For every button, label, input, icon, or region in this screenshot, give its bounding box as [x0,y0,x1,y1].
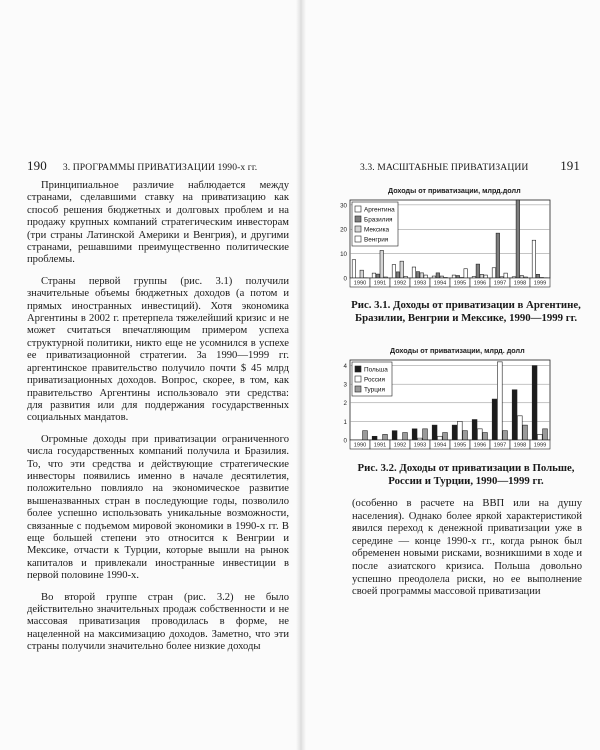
chart2-title: Доходы от приватизации, млрд. долл [390,346,525,355]
left-page-header [27,158,285,174]
bar [403,433,408,440]
bar [436,273,440,278]
y-tick-label: 4 [343,362,347,370]
paragraph: (особенно в расчете на ВВП или на душу населения). Однако более яркой характеристикой явился переход к денежной приватизации уже в середине — конце 1990-х гг., когда рынок был обременен новыми рисками, возникшими в ходе и после азиатского кризиса. Польша довольно успешно преодолела риски, но ее выполнение своей программы массовой приватизации [352,498,582,598]
x-tick-label: 1997 [493,280,507,287]
bar [503,431,508,440]
legend-swatch [355,386,361,392]
bar [476,264,480,278]
bar [424,275,428,278]
bar [416,272,420,278]
legend-swatch [355,206,361,212]
x-tick-label: 1994 [433,280,447,287]
bar [484,275,488,278]
bar [452,425,457,440]
bar [376,274,380,278]
right-page-header [352,158,580,174]
y-tick-label: 2 [343,400,347,408]
x-tick-label: 1992 [393,442,407,449]
book-gutter [296,0,306,750]
x-tick-label: 1990 [353,442,367,449]
bar [392,431,397,440]
bar [463,431,468,440]
bar [383,434,388,440]
bar [400,261,404,278]
bar [372,436,377,440]
bar [363,431,368,440]
legend-label: Турция [364,386,385,394]
legend-label: Аргентина [364,206,395,214]
x-tick-label: 1990 [353,280,367,287]
bar [464,269,468,278]
bar [523,425,528,440]
running-head-right: 3.3. МАСШТАБНЫЕ ПРИВАТИЗАЦИИ [360,162,529,173]
bar [496,233,500,278]
x-tick-label: 1997 [493,442,507,449]
right-page-body [352,498,582,599]
left-page-body [27,180,289,654]
bar [412,267,416,278]
chart-3-2 [334,354,584,456]
bar [392,265,396,278]
legend-label: Бразилия [364,216,393,224]
x-tick-label: 1991 [373,442,387,449]
x-tick-label: 1991 [373,280,387,287]
bar [492,399,497,440]
bar [472,420,477,440]
bar [372,273,376,278]
page-number-left: 190 [27,158,47,173]
bar [380,250,384,278]
bar [456,276,460,278]
bar [423,429,428,440]
bar [504,273,508,278]
bar [412,429,417,440]
x-tick-label: 1996 [473,280,487,287]
legend-swatch [355,216,361,222]
x-tick-label: 1998 [513,280,527,287]
bar [516,200,520,278]
y-tick-label: 1 [343,418,347,426]
x-tick-label: 1999 [533,442,547,449]
y-tick-label: 10 [340,251,347,259]
x-tick-label: 1994 [433,442,447,449]
bar [443,433,448,440]
legend-label: Венгрия [364,236,389,244]
bar [432,425,437,440]
bar [457,421,462,440]
chart1-title: Доходы от приватизации, млрд.долл [388,186,521,195]
figure-caption-3-1: Рис. 3.1. Доходы от приватизации в Аргентине, Бразилии, Венгрии и Мексике, 1990—1999 гг. [351,299,581,324]
bar [532,366,537,440]
x-tick-label: 1996 [473,442,487,449]
x-tick-label: 1993 [413,442,427,449]
x-tick-label: 1999 [533,280,547,287]
bar [537,434,542,440]
bar [477,429,482,440]
bar [520,276,524,278]
x-tick-label: 1995 [453,280,467,287]
bar [497,362,502,440]
bar [512,390,517,440]
chart-3-1 [334,194,584,294]
paragraph: Страны первой группы (рис. 3.1) получили значительные объемы бюджетных доходов (а потом и прямых иностранных инвестиций). Хотя экономика Аргентины в 2002 г. претерпела тяжелейший кризис и не может считаться впечатляющим примером успеха структурной политики, никто еще не усомнился в успехе ее приватизационной стратегии. За 1990—1999 гг. аргентинское правительство получило почти $ 45 млрд приватизационных доходов. Вопрос, скорее, в том, как правительство Аргентины использовало эти средства: для развития или для поддержания государственных социальных мандатов. [27,275,289,424]
bar [543,429,548,440]
running-head-left: 3. ПРОГРАММЫ ПРИВАТИЗАЦИИ 1990-х гг. [62,162,258,173]
y-tick-label: 3 [343,381,347,389]
bar [352,260,356,278]
x-tick-label: 1995 [453,442,467,449]
bar [360,270,364,278]
bar [437,436,442,440]
bar [396,272,400,278]
bar [420,273,424,278]
x-tick-label: 1993 [413,280,427,287]
bar [536,274,540,278]
paragraph: Огромные доходы при приватизации ограниченного числа государственных компаний получила и Бразилия. То, что эти средства и действующие стратегические инвесторы появились именно в начале десятилетия, положительно повлияло на экономическое развитие вышеназванных стран в последующие годы, позволило более успешно использовать уникальные возможности, связанные с подъемом мировой экономики в 1990-х гг. В еще большей степени это относится к Венгрии и Мексике, отчасти к Турции, которые вышли на рынок капиталов и привлекали иностранные инвестиции в первой половине 1990-х. [27,433,289,582]
bar [483,433,488,440]
bar [517,416,522,440]
legend-label: Польша [364,366,388,374]
bar [492,268,496,278]
x-tick-label: 1992 [393,280,407,287]
y-tick-label: 20 [340,226,347,234]
legend-swatch [355,236,361,242]
page-number-right: 191 [560,158,580,173]
legend-label: Россия [364,376,385,384]
paragraph: Во второй группе стран (рис. 3.2) не было действительно значительных продаж собственности и не массовая приватизация проводилась в форме, не нацеленной на максимизацию доходов. Заметно, что эти страны получили значительно более низкие доходы [27,591,289,653]
legend-swatch [355,366,361,372]
bar [452,275,456,278]
legend-swatch [355,226,361,232]
figure-caption-3-2: Рис. 3.2. Доходы от приватизации в Польше, России и Турции, 1990—1999 гг. [357,462,575,487]
x-tick-label: 1998 [513,442,527,449]
paragraph: Принципиальное различие наблюдается между странами, сделавшими ставку на приватизацию как способ решения бюджетных и долговых проблем и на продажу крупных компаний стратегическим инвесторам (три страны Латинской Америки и Венгрия), и другими странами, решавшими преимущественно политические проблемы. [27,180,289,266]
bar [532,240,536,278]
y-tick-label: 30 [340,202,347,210]
legend-label: Мексика [364,226,390,234]
y-tick-label: 0 [343,437,347,445]
bar [480,274,484,278]
y-tick-label: 0 [343,275,347,283]
legend-swatch [355,376,361,382]
